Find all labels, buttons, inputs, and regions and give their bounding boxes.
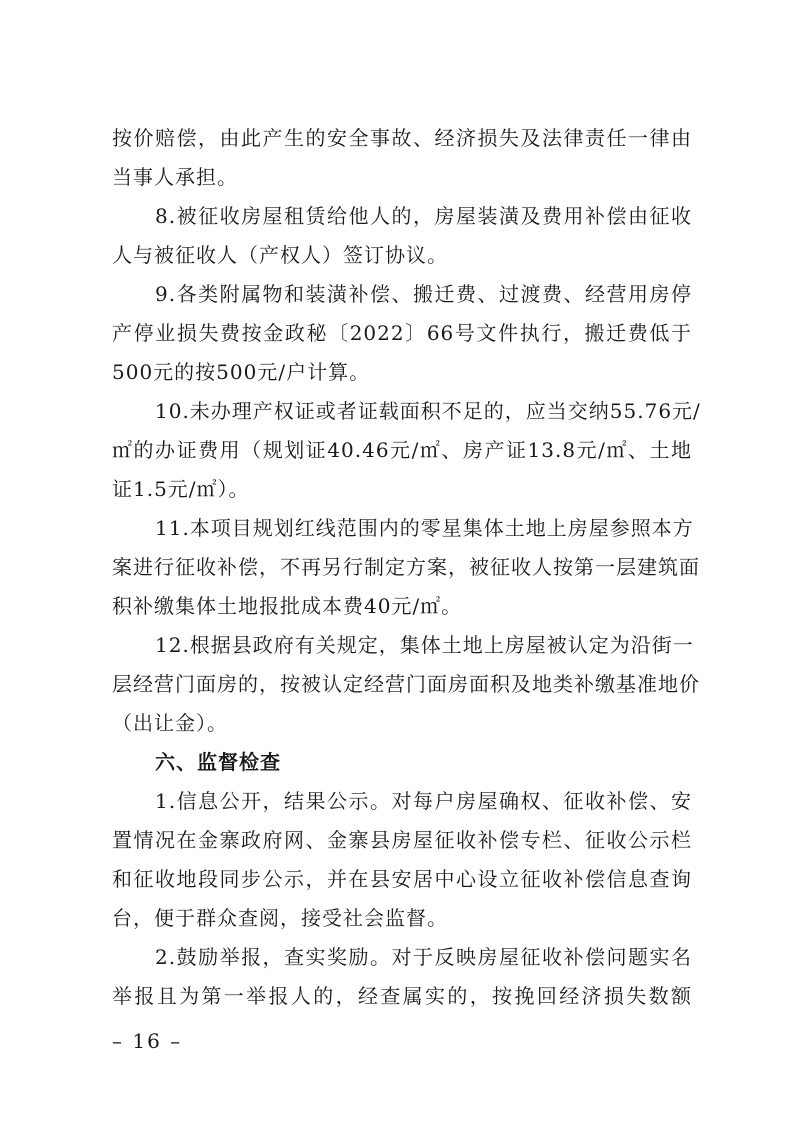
text-line: 1.信息公开，结果公示。对每户房屋确权、征收补偿、安	[155, 789, 692, 813]
text-line: 10.未办理产权证或者证载面积不足的，应当交纳55.76元/	[155, 399, 701, 423]
text-line: 2.鼓励举报，查实奖励。对于反映房屋征收补偿问题实名	[155, 945, 692, 969]
text-line: 人与被征收人（产权人）签订协议。	[112, 243, 448, 267]
text-line: 积补缴集体土地报批成本费40元/㎡。	[112, 594, 463, 618]
text-line: 9.各类附属物和装潢补偿、搬迁费、过渡费、经营用房停	[155, 282, 692, 306]
text-line: 举报且为第一举报人的，经查属实的，按挽回经济损失数额	[112, 984, 692, 1008]
text-line: 按价赔偿，由此产生的安全事故、经济损失及法律责任一律由	[112, 126, 692, 150]
text-line: 8.被征收房屋租赁给他人的，房屋装潢及费用补偿由征收	[155, 204, 692, 228]
text-line: （出让金）。	[112, 711, 228, 735]
text-line: ㎡的办证费用（规划证40.46元/㎡、房产证13.8元/㎡、土地	[112, 438, 692, 462]
text-line: 和征收地段同步公示，并在县安居中心设立征收补偿信息查询	[112, 867, 692, 891]
text-line: 证1.5元/㎡）。	[112, 477, 250, 501]
text-line: 11.本项目规划红线范围内的零星集体土地上房屋参照本方	[155, 516, 694, 540]
text-line: 12.根据县政府有关规定，集体土地上房屋被认定为沿街一	[155, 633, 694, 657]
text-line: 层经营门面房的，按被认定经营门面房面积及地类补缴基准地价	[112, 672, 700, 696]
text-line: 案进行征收补偿，不再另行制定方案，被征收人按第一层建筑面	[112, 555, 700, 579]
text-line: 当事人承担。	[112, 165, 238, 189]
text-line: 置情况在金寨政府网、金寨县房屋征收补偿专栏、征收公示栏	[112, 828, 692, 852]
page-number: – 16 –	[112, 1029, 183, 1053]
text-line: 产停业损失费按金政秘〔2022〕66号文件执行，搬迁费低于	[112, 321, 692, 345]
text-line: 500元的按500元/户计算。	[112, 360, 371, 384]
section-heading: 六、监督检查	[155, 750, 281, 774]
text-line: 台，便于群众查阅，接受社会监督。	[112, 906, 448, 930]
